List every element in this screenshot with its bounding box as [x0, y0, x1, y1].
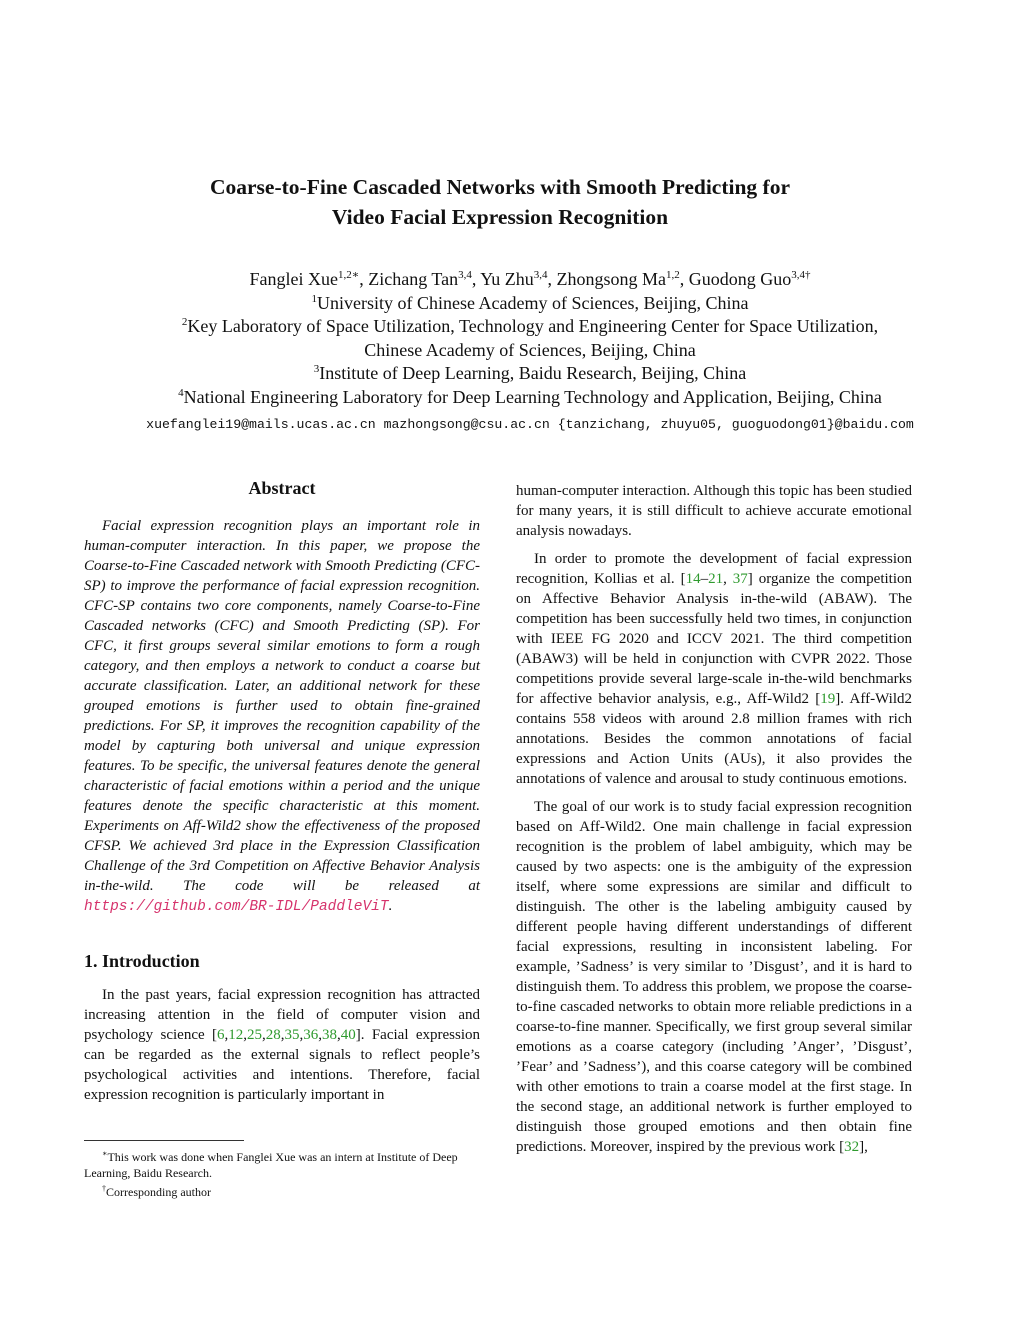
footnote-mark: ∗ [102, 1149, 108, 1158]
affiliation [0, 315, 1024, 339]
intro-paragraph-3 [516, 797, 912, 1157]
intro-paragraph-2 [516, 549, 912, 789]
left-column [84, 478, 480, 1113]
abstract-text [84, 516, 480, 917]
paragraph-text: ] organize the competition on Affective Behavior Analysis in-the-wild (ABAW). The competition has been successfully held two times, in conjunction with IEEE FG 2020 and ICCV 2021. The third competition (ABAW3) will be held in conjunction with CVPR 2022. Those competitions provide several large-scale in-the-wild benchmarks for affective behavior analysis, e.g., Aff-Wild2 [ [516, 571, 912, 707]
author-sup: 1,2 [665, 269, 680, 281]
code-link[interactable]: https://github.com/BR-IDL/PaddleViT [84, 899, 389, 915]
citation-link[interactable]: 32 [844, 1139, 860, 1155]
affiliation [0, 362, 1024, 386]
affiliation-text: Chinese Academy of Sciences, Beijing, China [364, 339, 696, 360]
citation-link[interactable]: 37 [732, 571, 748, 587]
paragraph-text: In the past years, facial expression recognition has attracted increasing attention in the field of computer vision and psychology science [ [84, 987, 480, 1043]
citation-link[interactable]: 12 [228, 1027, 244, 1043]
author-sup: 3,4 [533, 269, 548, 281]
right-column [516, 481, 912, 1165]
paragraph-text: ], [859, 1139, 868, 1155]
citation-link[interactable]: 38 [322, 1027, 337, 1043]
paragraph-text: ]. Facial expression can be regarded as the external signals to reflect people’s psychological activities and intentions. Therefore, facial expression recognition is particularly important in [84, 1027, 480, 1103]
affiliation-text: National Engineering Laboratory for Deep Learning Technology and Application, Beijing, China [183, 386, 882, 407]
intro-paragraph-1-continued: human-computer interaction. Although this topic has been studied for many years, it is still difficult to achieve accurate emotional analysis nowadays. [516, 483, 912, 539]
citation-link[interactable]: 36 [303, 1027, 319, 1043]
citation-link[interactable]: 35 [284, 1027, 300, 1043]
footnote-2 [84, 1181, 480, 1201]
footnote-mark: † [102, 1184, 106, 1193]
citation-dash: – [700, 571, 709, 587]
affiliation-sup: 3 [313, 363, 320, 375]
author-name: Yu Zhu [480, 269, 534, 289]
section-heading-introduction: 1. Introduction [84, 951, 200, 971]
affiliation-text: Institute of Deep Learning, Baidu Research, Beijing, China [319, 363, 747, 383]
author-list: Fanglei Xue$^{1,2∗}$, Zichang Tan$^{3,4}$, Yu Zhu$^{3,4}$, Zhongsong Ma$^{1,2}$, Guodong Guo$^{3,4\dagger}$ [249, 269, 811, 289]
author-sup: 1,2∗ [338, 269, 360, 281]
paragraph-text: In order to promote the development of facial expression recognition, Kollias et al. [ [516, 551, 912, 587]
footnote-1 [84, 1146, 480, 1181]
title-line-1: Coarse-to-Fine Cascaded Networks with Smooth Predicting for [209, 175, 791, 199]
citation-link[interactable]: 6 [217, 1027, 225, 1043]
abstract-end: . [388, 898, 393, 914]
affiliation-sup: 2 [181, 316, 188, 328]
paper-title [0, 172, 1000, 232]
affiliation-sup: 1 [311, 292, 318, 305]
author-name: Guodong Guo [688, 269, 792, 289]
citation-link[interactable]: 28 [265, 1027, 281, 1043]
footnotes [84, 1146, 480, 1201]
citation-link[interactable]: 19 [820, 691, 836, 707]
affiliation [0, 386, 1024, 410]
author-sup: 3,4† [791, 269, 811, 281]
author-sup: 3,4 [458, 269, 472, 281]
abstract-heading: Abstract [248, 478, 316, 498]
citation-separator: , [723, 571, 733, 587]
author-block [0, 268, 1024, 409]
citation-list: 6,12,25,28,35,36,38,40 [217, 1027, 356, 1043]
paragraph-text: ]. Aff-Wild2 contains 558 videos with around 2.8 million frames with rich annotations. Besides the common annotations of facial expressions and Action Units (AUs), it also provides the annotations of valence and arousal to study continuous emotions. [516, 691, 912, 787]
citation-link[interactable]: 25 [247, 1027, 262, 1043]
paragraph-text: The goal of our work is to study facial expression recognition based on Aff-Wild2. One main challenge in facial expression recognition is the problem of label ambiguity, which may be caused by two aspects: one is the ambiguity of the expression itself, where some expressions are similar and difficult to distinguish. The other is the labeling ambiguity caused by different people having different understandings of different facial expressions, resulting in inconsistent labeling. For example, ’Sadness’ is very similar to ’Disgust’, and it is hard to distinguish them. To address this problem, we propose the coarse-to-fine cascaded networks to obtain more reliable predictions in a coarse-to-fine manner. Specifically, we first group several similar emotions as a coarse category (including ’Anger’, ’Disgust’, ’Fear’ and ’Sadness’), and this coarse category will be combined with other emotions to train a coarse model at the first stage. In the second stage, an additional network is further employed to distinguish those grouped emotions and then obtain fine predictions. Moreover, inspired by the previous work [ [516, 799, 912, 1155]
author-name: Zhongsong Ma [556, 269, 666, 289]
abstract-body: Facial expression recognition plays an important role in human-computer interaction. In this paper, we propose the Coarse-to-Fine Cascaded network with Smooth Predicting (CFC-SP) to improve the performance of facial expression recognition. CFC-SP contains two core components, namely Coarse-to-Fine Cascaded networks (CFC) and Smooth Predicting (SP). For CFC, it first groups several similar emotions to form a rough category, and then employs a network to conduct a coarse but accurate classification. Later, an additional network for these grouped emotions is further used to obtain fine-grained predictions. For SP, it improves the recognition capability of the model by capturing both universal and unique expression features. To be specific, the universal features denote the general characteristic of facial emotions within a period and the unique features denote the specific characteristic at this moment. Experiments on Aff-Wild2 show the effectiveness of the proposed CFSP. We achieved 3rd place in the Expression Classification Challenge of the 3rd Competition on Affective Behavior Analysis in-the-wild. The code will be released at [84, 518, 480, 894]
author-emails: xuefanglei19@mails.ucas.ac.cn mazhongsong@csu.ac.cn {tanzichang, zhuyu05, guoguodong01}@baidu.com [146, 417, 914, 432]
affiliation-sup: 4 [178, 386, 184, 399]
footnote-text: This work was done when Fanglei Xue was an intern at Institute of Deep Learning, Baidu Research. [84, 1150, 458, 1180]
citation-link[interactable]: 40 [340, 1027, 356, 1043]
affiliation [0, 339, 1024, 363]
affiliation [0, 292, 1024, 316]
footnote-rule [84, 1140, 244, 1141]
citation-link[interactable]: 14 [685, 571, 701, 587]
citation-link[interactable]: 21 [708, 571, 724, 587]
footnote-text: Corresponding author [106, 1185, 211, 1199]
author-name: Zichang Tan [368, 269, 459, 289]
affiliation-text: University of Chinese Academy of Sciences, Beijing, China [317, 292, 749, 313]
author-name: Fanglei Xue [249, 269, 338, 289]
intro-paragraph-1 [84, 985, 480, 1105]
affiliation-text: Key Laboratory of Space Utilization, Technology and Engineering Center for Space Utilization, [187, 316, 879, 336]
title-line-2: Video Facial Expression Recognition [331, 205, 669, 229]
